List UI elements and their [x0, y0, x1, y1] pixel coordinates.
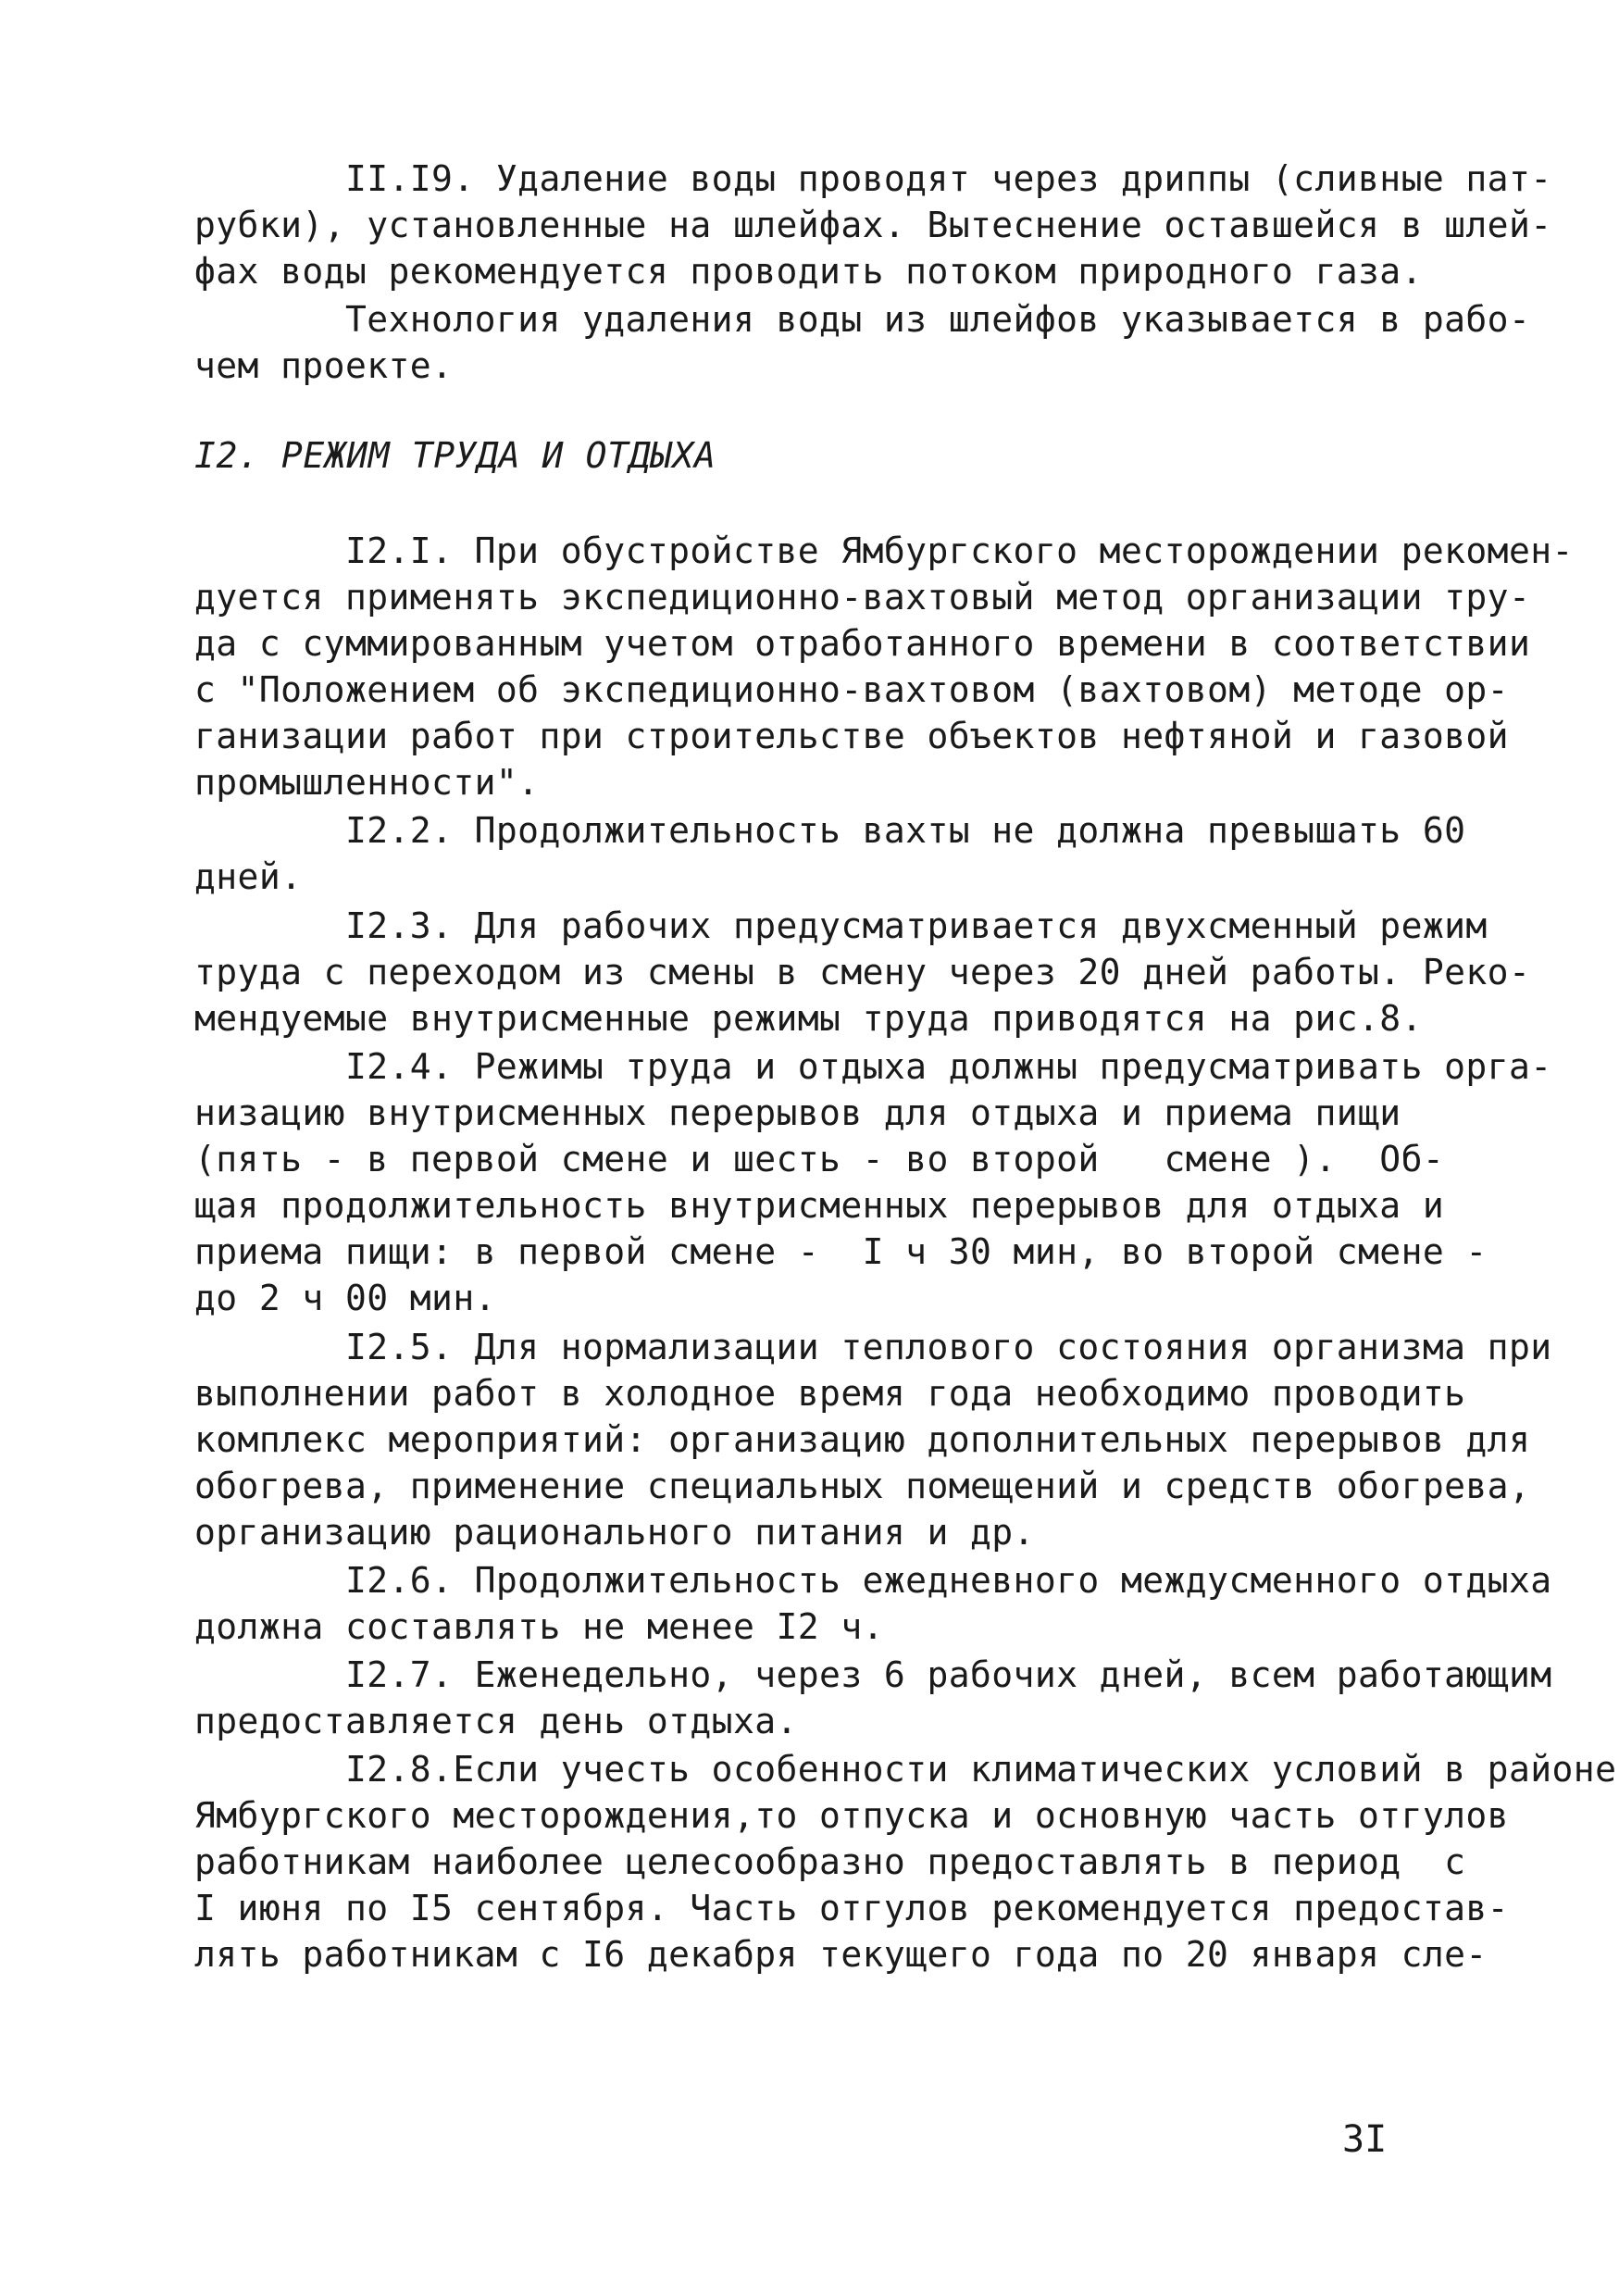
text-line: I2.5. Для нормализации теплового состояния организма при [194, 1327, 1552, 1367]
text-line: I2.I. При обустройстве Ямбургского месторождении рекомен- [194, 530, 1574, 571]
text-line: (пять - в первой смене и шесть - во второй смене ). Об- [194, 1139, 1445, 1179]
section-heading: I2. РЕЖИМ ТРУДА И ОТДЫХА [194, 435, 716, 476]
text-line: комплекс мероприятий: организацию дополнительных перерывов для [194, 1419, 1531, 1460]
text-line: I2.7. Еженедельно, через 6 рабочих дней, всем работающим [194, 1654, 1552, 1695]
text-line: приема пищи: в первой смене - I ч 30 мин, во второй смене - [194, 1231, 1488, 1272]
text-line: труда с переходом из смены в смену через 20 дней работы. Реко- [194, 952, 1531, 992]
text-line: рубки), установленные на шлейфах. Вытеснение оставшейся в шлей- [194, 205, 1552, 245]
page-number: 3I [1342, 2118, 1388, 2161]
text-line: ганизации работ при строительстве объектов нефтяной и газовой [194, 716, 1509, 756]
text-line: фах воды рекомендуется проводить потоком природного газа. [194, 251, 1423, 292]
text-line: с "Положением об экспедиционно-вахтовом (вахтовом) методе ор- [194, 669, 1509, 710]
text-line: да с суммированным учетом отработанного времени в соответствии [194, 623, 1531, 664]
text-line: низацию внутрисменных перерывов для отдыха и приема пищи [194, 1092, 1401, 1133]
text-line: I2.2. Продолжительность вахты не должна превышать 60 [194, 810, 1466, 851]
text-line: Технология удаления воды из шлейфов указывается в рабо- [194, 299, 1531, 340]
text-line: I июня по I5 сентября. Часть отгулов рекомендуется предостав- [194, 1888, 1509, 1928]
text-line: должна составлять не менее I2 ч. [194, 1606, 884, 1647]
text-line: щая продолжительность внутрисменных перерывов для отдыха и [194, 1185, 1445, 1226]
text-line: I2.3. Для рабочих предусматривается двухсменный режим [194, 905, 1488, 946]
text-line: мендуемые внутрисменные режимы труда приводятся на рис.8. [194, 998, 1423, 1039]
text-line: работникам наиболее целесообразно предоставлять в период с [194, 1841, 1466, 1882]
text-line: I2.4. Режимы труда и отдыха должны предусматривать орга- [194, 1046, 1552, 1087]
text-line: I2.6. Продолжительность ежедневного междусменного отдыха [194, 1560, 1552, 1601]
text-line: предоставляется день отдыха. [194, 1701, 798, 1741]
text-line: дуется применять экспедиционно-вахтовый метод организации тру- [194, 577, 1531, 618]
text-line: обогрева, применение специальных помещений и средств обогрева, [194, 1466, 1531, 1506]
text-line: чем проекте. [194, 345, 454, 386]
text-line: лять работникам с I6 декабря текущего года по 20 января сле- [194, 1934, 1488, 1975]
text-line: организацию рационального питания и др. [194, 1512, 1035, 1553]
text-line: выполнении работ в холодное время года необходимо проводить [194, 1373, 1466, 1414]
text-line: I2.8.Если учесть особенности климатических условий в районе [194, 1749, 1617, 1790]
text-line: дней. [194, 856, 303, 897]
text-line: Ямбургского месторождения,то отпуска и основную часть отгулов [194, 1795, 1509, 1836]
text-line: до 2 ч 00 мин. [194, 1278, 496, 1318]
text-line: II.I9. Удаление воды проводят через дриппы (сливные пат- [194, 158, 1552, 199]
text-line: промышленности". [194, 762, 540, 803]
